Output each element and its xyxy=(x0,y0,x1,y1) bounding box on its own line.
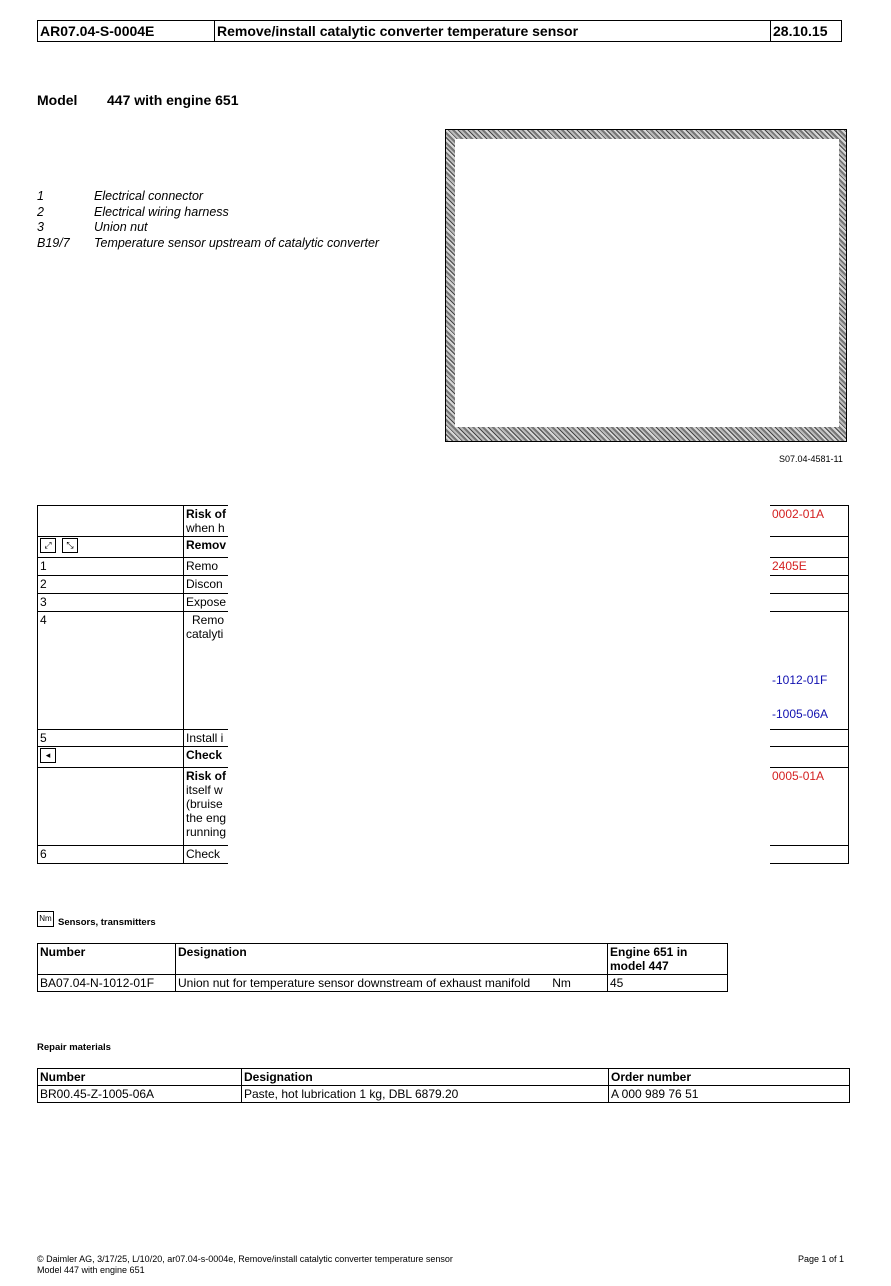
step-number: 6 xyxy=(38,846,184,864)
table-row xyxy=(38,1086,850,1103)
row-icons xyxy=(38,537,184,558)
step-number: 1 xyxy=(38,558,184,576)
warning-text: Risk of itself w (bruise the eng running xyxy=(184,768,229,846)
model-label: Model xyxy=(37,92,78,108)
legend-item xyxy=(37,204,379,220)
legend-key: B19/7 xyxy=(37,236,70,250)
table-row xyxy=(38,747,849,768)
table-row xyxy=(38,576,849,594)
col-header: Number xyxy=(38,1069,242,1086)
cell: Paste, hot lubrication 1 kg, DBL 6879.20 xyxy=(242,1086,609,1103)
figure-legend xyxy=(37,188,379,251)
doc-date: 28.10.15 xyxy=(771,21,842,42)
table-row xyxy=(38,730,849,747)
procedure-table xyxy=(37,505,849,864)
row-icons xyxy=(38,747,184,768)
row-num xyxy=(38,506,184,537)
torque-title: Sensors, transmitters xyxy=(58,917,156,928)
legend-item xyxy=(37,235,379,251)
document-header xyxy=(37,20,842,42)
footer-page: Page 1 of 1 xyxy=(798,1254,845,1264)
table-row xyxy=(38,846,849,864)
cell: A 000 989 76 51 xyxy=(609,1086,850,1103)
legend-key: 3 xyxy=(37,220,44,234)
table-row xyxy=(38,975,728,992)
legend-text: Electrical wiring harness xyxy=(94,205,229,219)
step-link[interactable]: 2405E xyxy=(770,558,849,576)
torque-icon: Nm xyxy=(37,911,54,927)
expand-icon[interactable]: ⤢ xyxy=(40,538,56,553)
table-row xyxy=(38,537,849,558)
doc-id: AR07.04-S-0004E xyxy=(38,21,215,42)
collapse-icon[interactable]: ⤡ xyxy=(62,538,78,553)
model-line xyxy=(37,92,239,108)
model-value: 447 with engine 651 xyxy=(107,92,239,108)
engine-photo xyxy=(445,129,847,442)
legend-item xyxy=(37,188,379,204)
step-number: 5 xyxy=(38,730,184,747)
doc-title: Remove/install catalytic converter temperature sensor xyxy=(215,21,771,42)
figure-reference: S07.04-4581-11 xyxy=(779,454,843,464)
cell: 45 xyxy=(608,975,728,992)
legend-item xyxy=(37,220,379,235)
table-row xyxy=(38,612,849,730)
legend-text: Temperature sensor upstream of catalytic converter xyxy=(94,236,380,250)
section-title: Check xyxy=(184,747,229,768)
section-title: Remov xyxy=(184,537,229,558)
table-row xyxy=(38,594,849,612)
step-text: Remo xyxy=(184,558,229,576)
step-links xyxy=(770,612,849,730)
back-icon[interactable]: ◂ xyxy=(40,748,56,763)
warning-link[interactable]: 0002-01A xyxy=(770,506,849,537)
footer-copyright: © Daimler AG, 3/17/25, L/10/20, ar07.04-s-0004e, Remove/install catalytic converter temperature sensor xyxy=(37,1254,453,1264)
legend-text: Electrical connector xyxy=(94,189,204,203)
table-header-row xyxy=(38,1069,850,1086)
step-text: Install i xyxy=(184,730,229,747)
col-header: Order number xyxy=(609,1069,850,1086)
torque-link[interactable]: -1012-01F xyxy=(772,673,828,687)
material-link[interactable]: -1005-06A xyxy=(772,707,829,721)
col-header: Designation xyxy=(242,1069,609,1086)
row-text: Risk of when h xyxy=(184,506,229,537)
warning-link[interactable]: 0005-01A xyxy=(770,768,849,846)
cell: Union nut for temperature sensor downstream of exhaust manifold Nm xyxy=(176,975,608,992)
step-text: Expose xyxy=(184,594,229,612)
cell: BA07.04-N-1012-01F xyxy=(38,975,176,992)
footer-model: Model 447 with engine 651 xyxy=(37,1265,145,1275)
col-header: Number xyxy=(38,944,176,975)
repair-materials-table xyxy=(37,1068,850,1103)
table-row xyxy=(38,768,849,846)
legend-key: 1 xyxy=(37,189,44,203)
table-row xyxy=(38,506,849,537)
col-header: Engine 651 in model 447 xyxy=(608,944,728,975)
step-text: Remo catalyti xyxy=(184,612,229,730)
step-number: 2 xyxy=(38,576,184,594)
legend-key: 2 xyxy=(37,205,44,219)
step-text: Check xyxy=(184,846,229,864)
step-number: 3 xyxy=(38,594,184,612)
legend-text: Union nut xyxy=(94,220,148,234)
step-text: Discon xyxy=(184,576,229,594)
table-row xyxy=(38,558,849,576)
col-header: Designation xyxy=(176,944,608,975)
torque-table xyxy=(37,943,728,992)
repair-materials-title: Repair materials xyxy=(37,1042,111,1053)
step-number: 4 xyxy=(38,612,184,730)
table-header-row xyxy=(38,944,728,975)
photo-blank-area xyxy=(455,139,839,427)
cell: BR00.45-Z-1005-06A xyxy=(38,1086,242,1103)
